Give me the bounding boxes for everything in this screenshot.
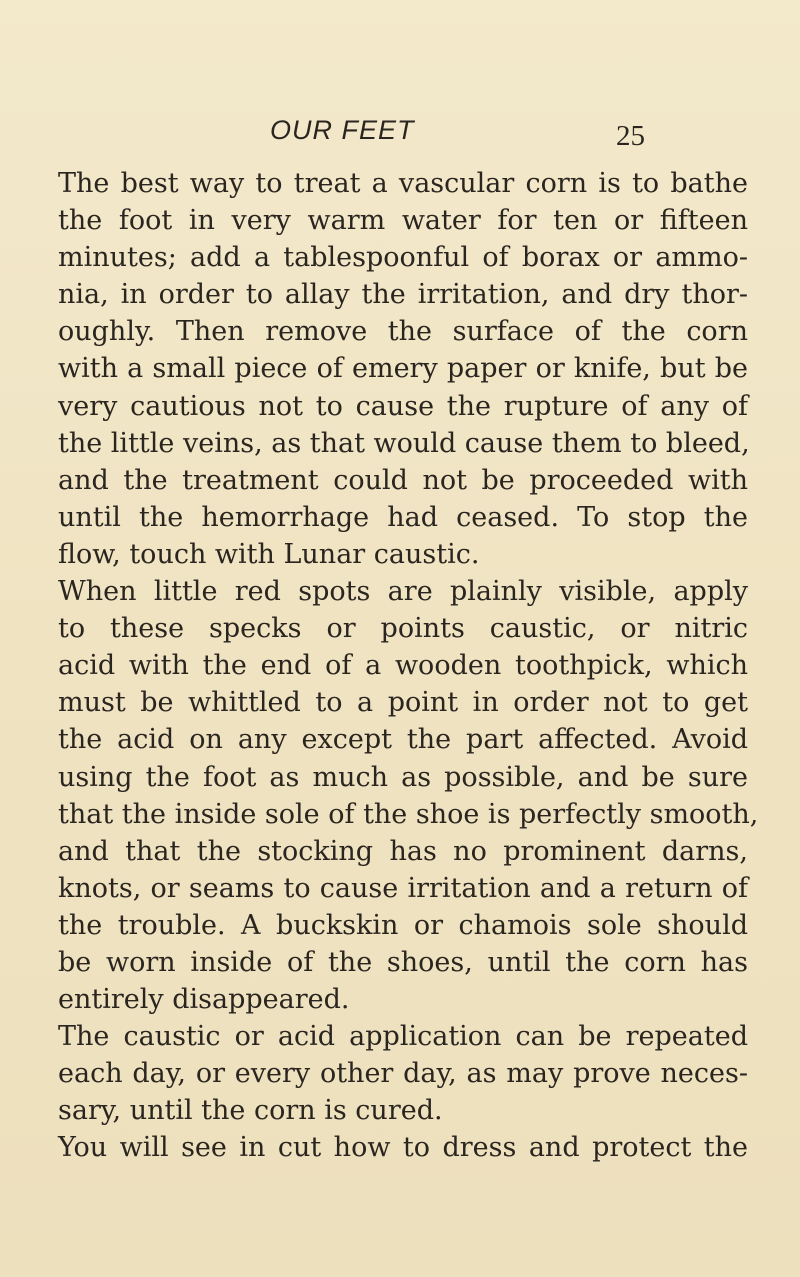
text-line: that the inside sole of the shoe is perfectly smooth, (58, 798, 759, 830)
text-line: sary, until the corn is cured. (58, 1095, 443, 1127)
text-line: flow, touch with Lunar caustic. (58, 538, 480, 570)
text-line: each day, or every other day, as may prove neces- (58, 1058, 748, 1090)
text-line: When little red spots are plainly visible, apply (58, 576, 748, 608)
text-line: oughly. Then remove the surface of the corn (58, 316, 748, 348)
text-line: very cautious not to cause the rupture of any of (58, 390, 748, 422)
text-line: nia, in order to allay the irritation, and dry thor- (58, 279, 748, 311)
text-line: to these specks or points caustic, or nitric (58, 613, 748, 645)
text-line: must be whittled to a point in order not to get (58, 687, 748, 719)
text-line: the foot in very warm water for ten or fifteen (58, 205, 748, 237)
text-line: with a small piece of emery paper or knife, but be (58, 353, 748, 385)
text-line: and the treatment could not be proceeded with (58, 464, 748, 496)
text-line: the trouble. A buckskin or chamois sole should (58, 909, 748, 941)
text-line: You will see in cut how to dress and protect the (58, 1132, 748, 1164)
running-head (75, 112, 675, 152)
text-line: using the foot as much as possible, and be sure (58, 761, 748, 793)
text-line: the acid on any except the part affected. Avoid (58, 724, 748, 756)
text-line: entirely disappeared. (58, 984, 350, 1016)
page-header-title: OUR FEET (270, 115, 415, 145)
text-line: The best way to treat a vascular corn is to bathe (58, 168, 748, 199)
text-line: knots, or seams to cause irritation and a return of (58, 872, 748, 904)
text-line: and that the stocking has no prominent darns, (58, 835, 748, 867)
text-line: The caustic or acid application can be repeated (58, 1021, 748, 1053)
text-line: be worn inside of the shoes, until the corn has (58, 946, 748, 978)
text-line: until the hemorrhage had ceased. To stop the (58, 501, 748, 533)
text-line: minutes; add a tablespoonful of borax or ammo- (58, 242, 748, 274)
page-number: 25 (616, 120, 645, 152)
text-line: acid with the end of a wooden toothpick, which (58, 650, 748, 682)
text-line: the little veins, as that would cause them to bleed, (58, 427, 750, 459)
body-text (58, 165, 759, 1167)
